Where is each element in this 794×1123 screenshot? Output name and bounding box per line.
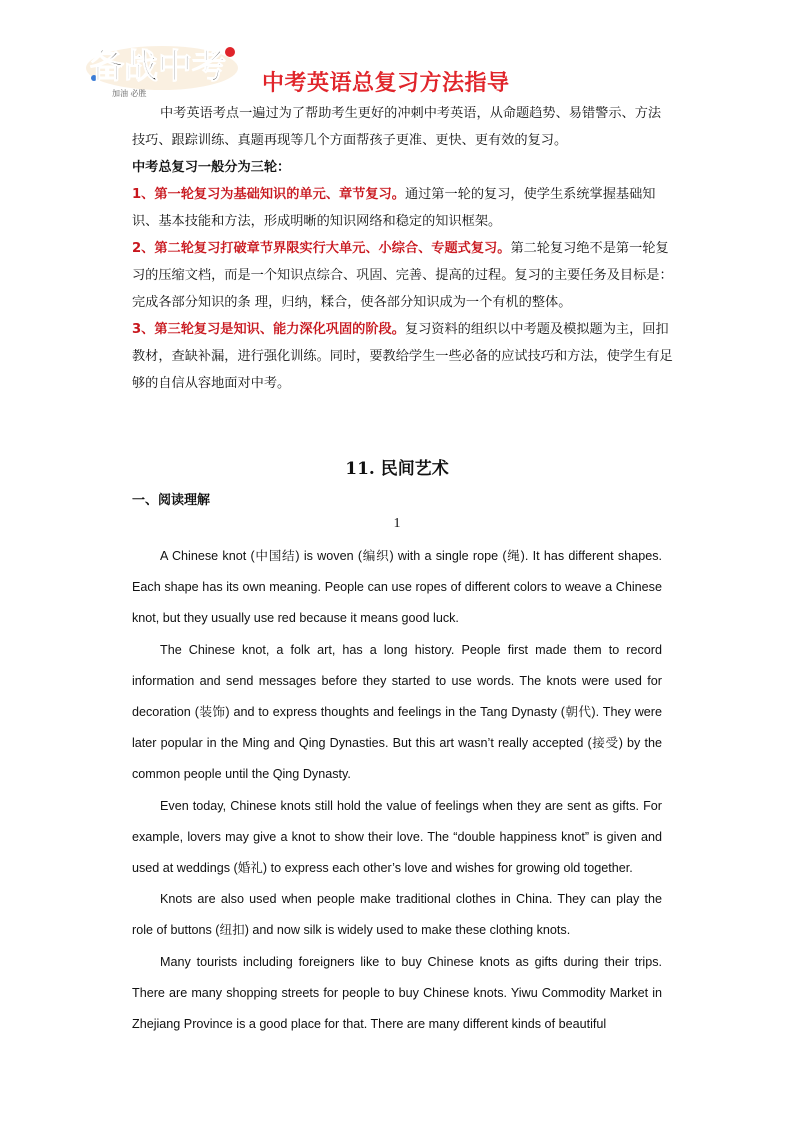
review-round-2	[132, 235, 674, 316]
logo-tagline: 加油 必胜	[112, 89, 147, 98]
section-subtitle: 一、阅读理解	[132, 493, 211, 508]
section-title: 11. 民间艺术	[345, 459, 449, 479]
passage-paragraph: The Chinese knot, a folk art, has a long history. People first made them to record information and send messages before they started to use words. The knots were used for decoration (装饰) and to express thoughts and feelings in the Tang Dynasty (朝代). They were later popular in the Ming and Qing Dynasties. But this art wasn’t really accepted (接受) by the common people until the Qing Dynasty.	[132, 642, 662, 782]
passage-paragraph: Even today, Chinese knots still hold the value of feelings when they are sent as gifts. For example, lovers may give a knot to show their love. The “double happiness knot” is given and used at weddings (婚礼) to express each other’s love and wishes for growing old together.	[132, 798, 662, 876]
round-1-title: 1、第一轮复习为基础知识的单元、章节复习。	[132, 187, 405, 202]
passage-paragraph: Knots are also used when people make traditional clothes in China. They can play the role of buttons (纽扣) and now silk is widely used to make these clothing knots.	[132, 892, 662, 938]
round-3-text: 复习资料的组织以中考题及模拟题为主，回扣教材，查缺补漏，进行强化训练。同时，要教给学生一些必备的应试技巧和方法，使学生有足够的自信从容地面对中考。	[132, 322, 673, 391]
intro-section	[132, 100, 674, 397]
review-heading: 中考总复习一般分为三轮：	[132, 160, 291, 175]
logo-graphic	[82, 38, 252, 100]
round-3-title: 3、第三轮复习是知识、能力深化巩固的阶段。	[132, 322, 405, 337]
page-title: 中考英语总复习方法指导	[262, 71, 510, 96]
review-round-1	[132, 181, 674, 235]
logo	[82, 38, 252, 100]
intro-paragraph: 中考英语考点一遍过为了帮助考生更好的冲刺中考英语，从命题趋势、易错警示、方法技巧、跟踪训练、真题再现等几个方面帮孩子更准、更快、更有效的复习。	[132, 106, 662, 148]
passage-paragraph: A Chinese knot (中国结) is woven (编织) with a single rope (绳). It has different shapes. Each shape has its own meaning. People can use ropes of different colors to weave a Chinese knot, but they usually use red because it means good luck.	[132, 549, 662, 626]
logo-text: 备战中考	[90, 47, 226, 87]
review-round-3	[132, 316, 674, 397]
round-2-text: 第二轮复习绝不是第一轮复习的压缩文档，而是一个知识点综合、巩固、完善、提高的过程。复习的主要任务及目标是：完成各部分知识的条 理，归纳，糅合，使各部分知识成为一个有机的整体。	[132, 241, 673, 310]
passage-paragraph: Many tourists including foreigners like to buy Chinese knots as gifts during their trips. There are many shopping streets for people to buy Chinese knots. Yiwu Commodity Market in Zhejiang Province is a good place for that. There are many different kinds of beautiful	[132, 954, 662, 1032]
passage-number: 1	[393, 516, 401, 531]
round-1-text: 通过第一轮的复习，使学生系统掌握基础知识、基本技能和方法，形成明晰的知识网络和稳定的知识框架。	[132, 187, 656, 229]
reading-passage	[132, 541, 662, 1040]
round-2-title: 2、第二轮复习打破章节界限实行大单元、小综合、专题式复习。	[132, 241, 511, 256]
